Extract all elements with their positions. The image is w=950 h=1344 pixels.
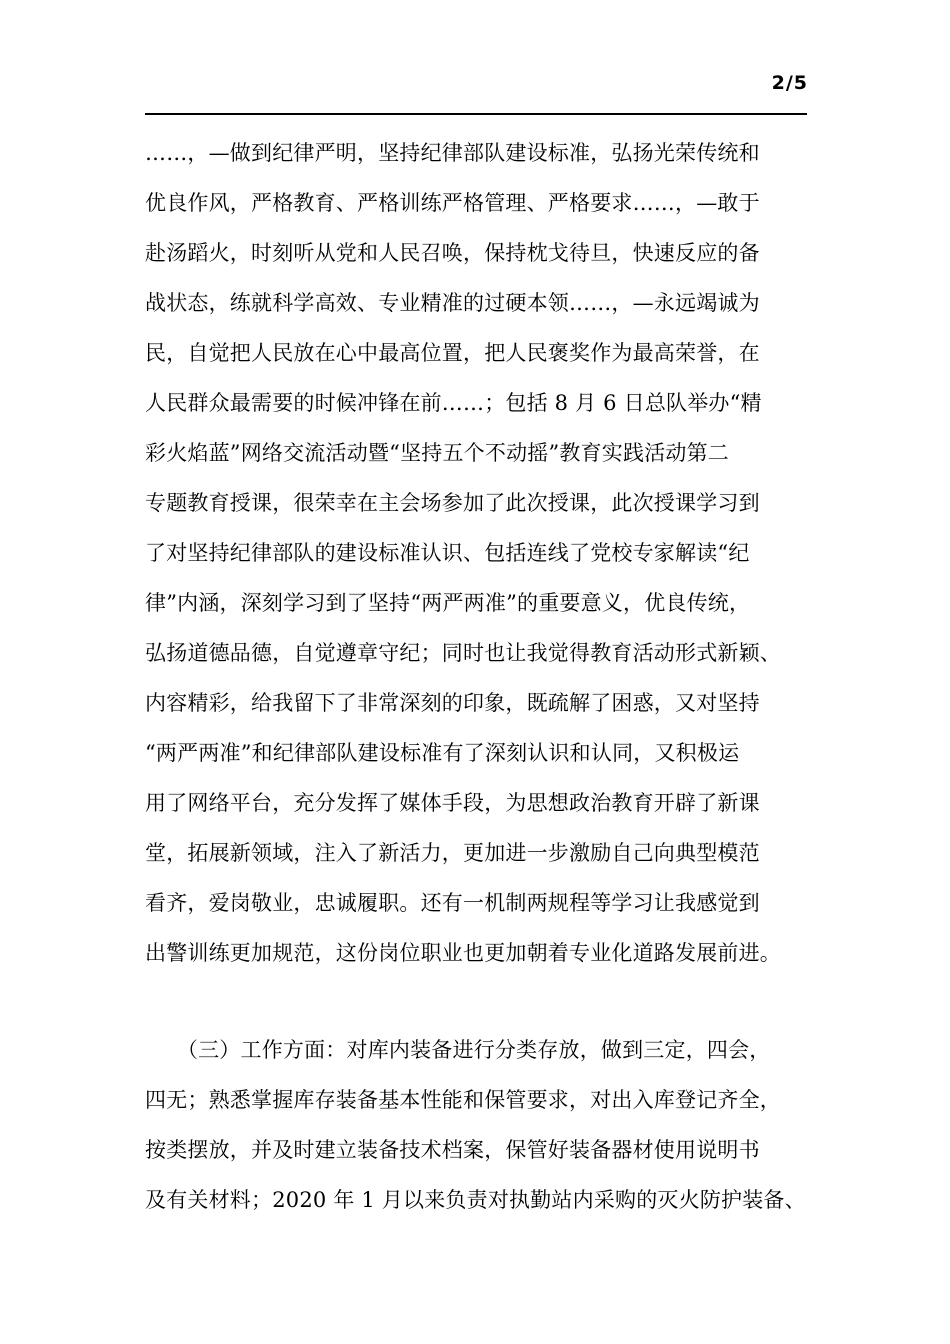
header-divider <box>145 113 807 115</box>
text-line: 内容精彩，给我留下了非常深刻的印象，既疏解了困惑，又对坚持 <box>145 691 760 715</box>
text-line: 按类摆放，并及时建立装备技术档案，保管好装备器材使用说明书 <box>145 1138 760 1162</box>
text-line: 人民群众最需要的时候冲锋在前……；包括 8 月 6 日总队举办“精 <box>145 391 762 415</box>
text-line: 优良作风，严格教育、严格训练严格管理、严格要求……，—敢于 <box>145 191 760 215</box>
text-line: 赴汤蹈火，时刻听从党和人民召唤，保持枕戈待旦，快速反应的备 <box>145 241 760 265</box>
text-line: 四无；熟悉掌握库存装备基本性能和保管要求，对出入库登记齐全， <box>145 1088 781 1112</box>
page-number: 2/5 <box>771 72 808 94</box>
text-line: 专题教育授课，很荣幸在主会场参加了此次授课，此次授课学习到 <box>145 491 760 515</box>
text-line: 堂，拓展新领域，注入了新活力，更加进一步激励自己向典型模范 <box>145 841 760 865</box>
text-line: 用了网络平台，充分发挥了媒体手段，为思想政治教育开辟了新课 <box>145 791 760 815</box>
text-line: ……，—做到纪律严明，坚持纪律部队建设标准，弘扬光荣传统和 <box>145 141 760 165</box>
text-line: 了对坚持纪律部队的建设标准认识、包括连线了党校专家解读“纪 <box>145 541 750 565</box>
text-line: 看齐，爱岗敬业，忠诚履职。还有一机制两规程等学习让我感觉到 <box>145 891 760 915</box>
text-line: 出警训练更加规范，这份岗位职业也更加朝着专业化道路发展前进。 <box>145 941 781 965</box>
text-line: 弘扬道德品德，自觉遵章守纪；同时也让我觉得教育活动形式新颖、 <box>145 641 781 665</box>
text-line: 及有关材料；2020 年 1 月以来负责对执勤站内采购的灭火防护装备、 <box>145 1188 806 1212</box>
text-line: 彩火焰蓝”网络交流活动暨“坚持五个不动摇”教育实践活动第二 <box>145 441 730 465</box>
text-line: 战状态，练就科学高效、专业精准的过硬本领……，—永远竭诚为 <box>145 291 760 315</box>
text-line: 律”内涵，深刻学习到了坚持“两严两准”的重要意义，优良传统， <box>145 591 751 615</box>
text-line: “两严两准”和纪律部队建设标准有了深刻认识和认同，又积极运 <box>145 741 740 765</box>
text-line: （三）工作方面：对库内装备进行分类存放，做到三定，四会， <box>145 1038 771 1062</box>
paragraph-discipline-education <box>145 128 810 978</box>
paragraph-work-aspect <box>145 1025 810 1225</box>
text-line: 民，自觉把人民放在心中最高位置，把人民褒奖作为最高荣誉，在 <box>145 341 760 365</box>
